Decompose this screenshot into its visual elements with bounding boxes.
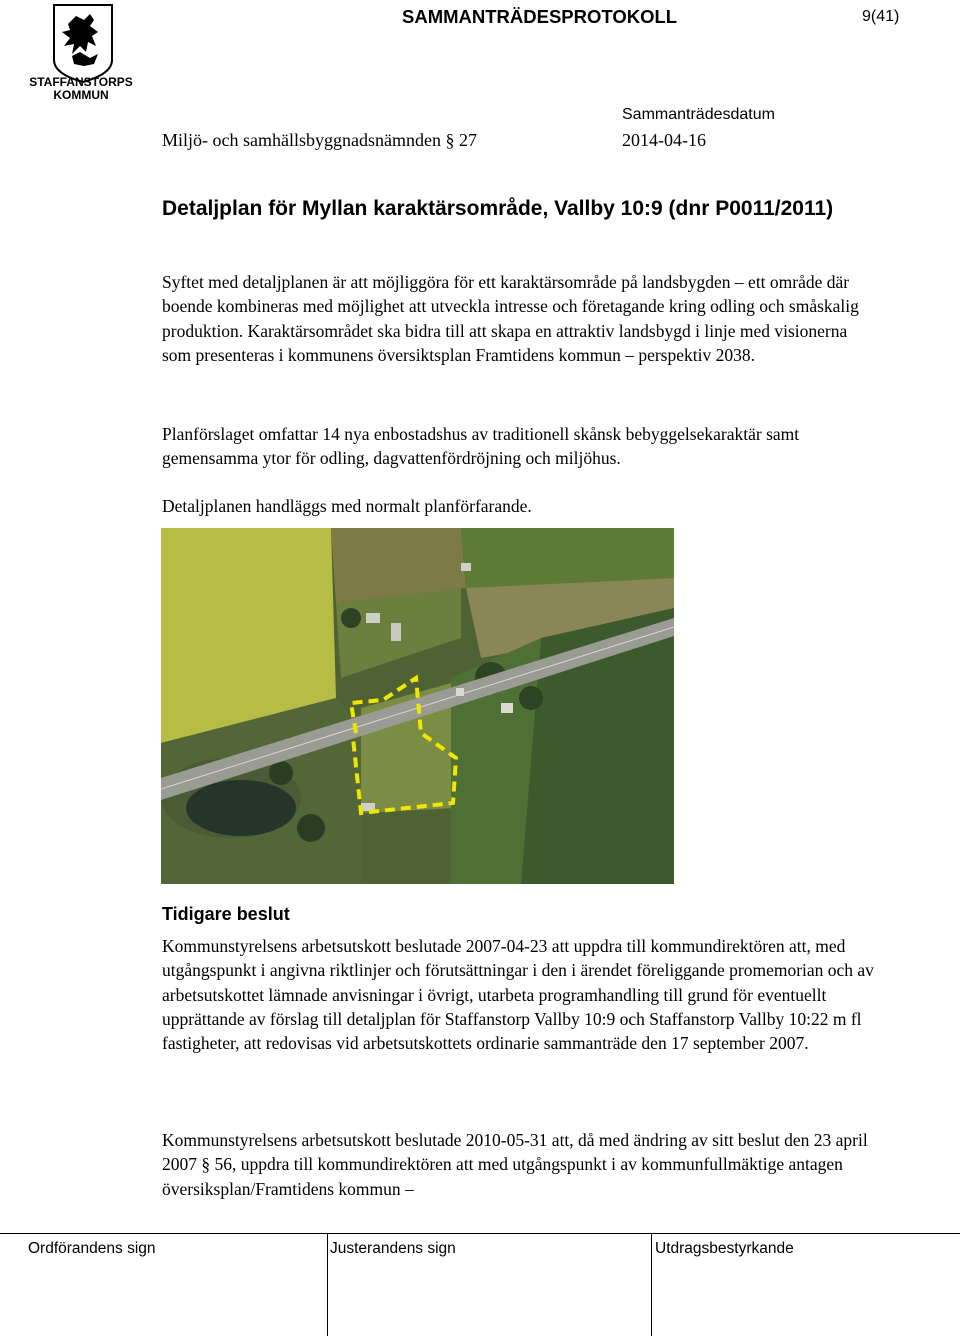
- meeting-date: 2014-04-16: [622, 130, 706, 150]
- paragraph-procedure: Detaljplanen handläggs med normalt planförfarande.: [162, 496, 532, 516]
- footer-column-separator: [651, 1234, 652, 1336]
- paragraph-proposal: Planförslaget omfattar 14 nya enbostadshus av traditionell skånsk bebyggelsekaraktär samt gemensamma ytor för odling, dagvattenfördröjning och miljöhus.: [162, 424, 800, 469]
- previous-decisions-heading: Tidigare beslut: [162, 904, 290, 924]
- extract-certified-label: Utdragsbestyrkande: [655, 1240, 794, 1257]
- page-number: 9(41): [862, 8, 900, 25]
- paragraph-decision-2010: Kommunstyrelsens arbetsutskott beslutade 2010-05-31 att, då med ändring av sitt beslut den 23 april 2007 § 56, uppdra till kommundirektören att med utgångspunkt i av kommunfullmäktige antagen översiksplan/Framtidens kommun –: [162, 1130, 868, 1199]
- logo-text: STAFFANSTORPS KOMMUN: [29, 75, 133, 102]
- adjuster-signature-label: Justerandens sign: [330, 1240, 456, 1257]
- chair-signature-label: Ordförandens sign: [28, 1240, 156, 1257]
- paragraph-purpose: Syftet med detaljplanen är att möjliggöra för ett karaktärsområde på landsbygden – ett område där boende kombineras med möjlighet att utveckla intresse och företagande kring odling och småskalig produktion. Karaktärsområdet ska bidra till att skapa en attraktiv landsbygd i linje med visionerna som presenteras i kommunens översiktsplan Framtidens kommun – perspektiv 2038.: [162, 272, 859, 366]
- document-title: SAMMANTRÄDESPROTOKOLL: [402, 6, 678, 27]
- meeting-date-label: Sammanträdesdatum: [622, 106, 775, 123]
- item-heading: Detaljplan för Myllan karaktärsområde, Vallby 10:9 (dnr P0011/2011): [162, 197, 834, 220]
- footer-divider: [0, 1233, 960, 1234]
- aerial-map-image: [161, 528, 674, 884]
- committee-paragraph-ref: Miljö- och samhällsbyggnadsnämnden § 27: [162, 130, 477, 150]
- paragraph-decision-2007: Kommunstyrelsens arbetsutskott beslutade 2007-04-23 att uppdra till kommundirektören att, med utgångspunkt i angivna riktlinjer och förutsättningar i den i ärendet föreliggande promemorian och av arbetsutskottet lämnade anvisningar i övrigt, utarbeta programhandling till grund för eventuellt upprättande av förslag till detaljplan för Staffanstorp Vallby 10:9 och Staffanstorp Vallby 10:22 m fl fastigheter, att redovisas vid arbetsutskottets ordinarie sammanträde den 17 september 2007.: [162, 936, 874, 1054]
- footer-column-separator: [327, 1234, 328, 1336]
